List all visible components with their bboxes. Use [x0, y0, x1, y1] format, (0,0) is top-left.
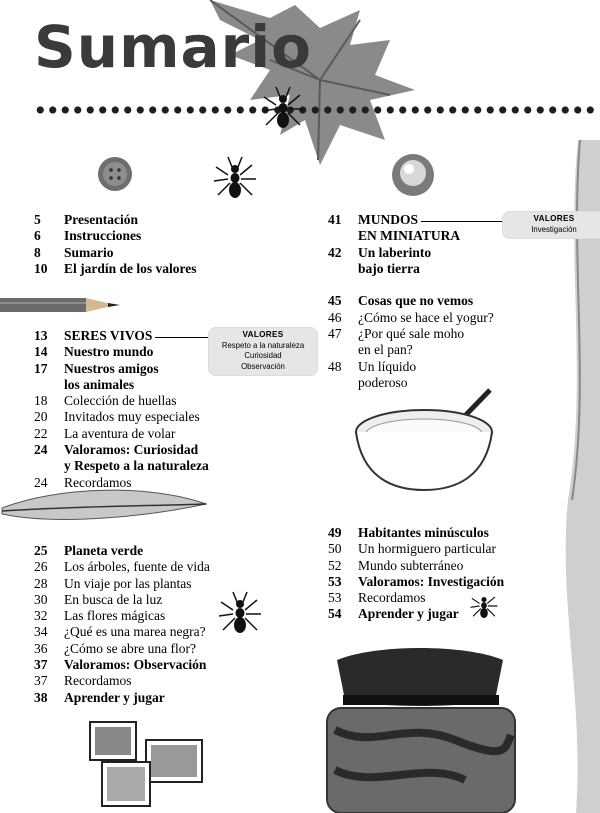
- toc-entry[interactable]: [34, 212, 234, 228]
- entry-title: Recordamos: [358, 590, 426, 606]
- page-number: 13: [34, 328, 48, 343]
- valores-item: Curiosidad: [244, 351, 282, 360]
- entry-title: y Respeto a la naturaleza: [64, 458, 209, 474]
- page-number: 17: [34, 360, 48, 376]
- toc-entry[interactable]: [328, 525, 538, 541]
- toc-entry[interactable]: [34, 592, 234, 608]
- page-number: 28: [34, 575, 48, 591]
- page-number: 20: [34, 409, 48, 425]
- toc-entry[interactable]: [328, 310, 508, 326]
- page-number: 24: [34, 442, 48, 458]
- page-number: 14: [34, 344, 48, 360]
- page-number: [328, 261, 358, 277]
- page-number: 36: [34, 640, 48, 656]
- toc-entry[interactable]: [34, 624, 234, 640]
- ant-icon: [210, 155, 260, 203]
- entry-title: ¿Cómo se abre una flor?: [64, 640, 196, 656]
- entry-title: Nuestros amigos: [64, 360, 159, 376]
- page-number: 45: [328, 293, 342, 309]
- page-number: 30: [34, 591, 48, 607]
- entry-title: Los árboles, fuente de vida: [64, 559, 210, 575]
- toc-entry[interactable]: [34, 458, 214, 474]
- page-number: 8: [34, 244, 41, 260]
- page-number: 37: [34, 657, 48, 673]
- page-number: 49: [328, 525, 342, 540]
- valores-box: [208, 327, 318, 376]
- toc-entry[interactable]: [328, 228, 508, 244]
- page-number: 5: [34, 212, 41, 227]
- entry-title: Invitados muy especiales: [64, 409, 200, 425]
- toc-entry[interactable]: [34, 361, 214, 377]
- page-number: 37: [34, 673, 48, 689]
- entry-title: los animales: [64, 376, 135, 392]
- toc-entry[interactable]: [34, 641, 234, 657]
- marble-icon: [390, 152, 436, 198]
- page-number: [328, 228, 358, 244]
- entry-title: Habitantes minúsculos: [358, 525, 489, 540]
- page-number: 10: [34, 260, 48, 276]
- toc-entry[interactable]: [34, 377, 214, 393]
- page-number: 54: [328, 606, 342, 622]
- toc-entry[interactable]: [34, 245, 234, 261]
- entry-title: SERES VIVOS: [64, 328, 153, 343]
- toc-entry[interactable]: [34, 690, 234, 706]
- entry-title: ¿Por qué sale moho: [358, 326, 465, 342]
- connector-line: [421, 221, 503, 222]
- toc-section-habitantes-minusculos: [328, 525, 538, 623]
- toc-entry[interactable]: [34, 576, 234, 592]
- toc-entry[interactable]: [34, 559, 234, 575]
- entry-title: Presentación: [64, 212, 138, 227]
- toc-entry[interactable]: [328, 590, 538, 606]
- entry-title: Valoramos: Observación: [64, 657, 207, 673]
- toc-entry[interactable]: [328, 261, 508, 277]
- toc-section-seres-vivos: [34, 328, 214, 491]
- feather-icon: [0, 486, 210, 536]
- page-number: 22: [34, 425, 48, 441]
- page-number: 38: [34, 689, 48, 705]
- entry-title: La aventura de volar: [64, 425, 176, 441]
- entry-title: Aprender y jugar: [358, 606, 459, 622]
- entry-title: Las flores mágicas: [64, 608, 166, 624]
- page-number: 52: [328, 557, 342, 573]
- entry-title: Un líquido: [358, 358, 417, 374]
- page-number: [328, 375, 358, 391]
- page-number: 47: [328, 326, 342, 342]
- entry-title: Colección de huellas: [64, 393, 177, 409]
- page-number: 6: [34, 228, 41, 244]
- page-number: 26: [34, 559, 48, 575]
- entry-title: ¿Qué es una marea negra?: [64, 624, 206, 640]
- page-number: 42: [328, 244, 342, 260]
- dotted-divider: [34, 105, 596, 115]
- entry-title: En busca de la luz: [64, 591, 163, 607]
- entry-title: Sumario: [64, 244, 114, 260]
- valores-item: Observación: [241, 361, 285, 371]
- toc-section-mundos-en-miniatura: [328, 212, 508, 391]
- entry-title: Aprender y jugar: [64, 689, 165, 705]
- toc-entry[interactable]: [328, 359, 508, 375]
- page-number: 53: [328, 590, 342, 606]
- toc-entry[interactable]: [34, 543, 234, 559]
- entry-title: Instrucciones: [64, 228, 142, 244]
- connector-line: [155, 337, 211, 338]
- button-icon: [96, 155, 134, 193]
- entry-title: El jardín de los valores: [64, 260, 197, 276]
- entry-title: Cosas que no vemos: [358, 293, 474, 309]
- toc-entry[interactable]: [34, 657, 234, 673]
- page-number: 50: [328, 541, 342, 557]
- toc-entry[interactable]: [328, 326, 508, 342]
- toc-entry[interactable]: [34, 261, 234, 277]
- entry-title: Mundo subterráneo: [358, 557, 464, 573]
- toc-entry[interactable]: [34, 442, 214, 458]
- entry-title: Planeta verde: [64, 543, 144, 558]
- pencil-icon: [0, 292, 122, 318]
- entry-title: Valoramos: Investigación: [358, 573, 505, 589]
- entry-title: Recordamos: [64, 673, 132, 689]
- toc-entry[interactable]: [34, 344, 214, 360]
- page-number: 32: [34, 608, 48, 624]
- toc-entry[interactable]: [328, 574, 538, 590]
- page-number: [328, 342, 358, 358]
- valores-heading: VALORES: [533, 214, 575, 223]
- page-number: 34: [34, 624, 48, 640]
- entry-title: Recordamos: [64, 474, 132, 490]
- entry-title: MUNDOS: [358, 212, 418, 227]
- toc-entry[interactable]: [328, 342, 508, 358]
- ant-icon: [258, 85, 308, 133]
- entry-title: Un hormiguero particular: [358, 541, 496, 557]
- toc-entry[interactable]: [328, 293, 508, 309]
- yogurt-bowl-icon: [352, 382, 500, 494]
- page-number: [34, 458, 64, 474]
- toc-entry[interactable]: [34, 673, 234, 689]
- toc-entry[interactable]: [328, 541, 538, 557]
- postcards-icon: [84, 718, 208, 810]
- valores-box: [502, 211, 600, 239]
- page-number: [34, 377, 64, 393]
- entry-title: Valoramos: Curiosidad: [64, 442, 199, 458]
- valores-item: Investigación: [531, 224, 577, 234]
- toc-entry[interactable]: [34, 228, 234, 244]
- entry-title: ¿Cómo se hace el yogur?: [358, 309, 494, 325]
- page-number: 53: [328, 573, 342, 589]
- toc-entry[interactable]: [328, 375, 508, 391]
- entry-title: Nuestro mundo: [64, 344, 154, 360]
- entry-title: Un viaje por las plantas: [64, 575, 192, 591]
- toc-entry[interactable]: [328, 606, 538, 622]
- toc-entry[interactable]: [34, 475, 214, 491]
- page-number: 48: [328, 358, 342, 374]
- toc-entry[interactable]: [34, 393, 214, 409]
- toc-entry[interactable]: [328, 245, 508, 261]
- entry-title: Un laberinto: [358, 244, 432, 260]
- page-number: 18: [34, 393, 48, 409]
- valores-item: Respeto a la naturaleza: [221, 340, 305, 350]
- entry-title: bajo tierra: [358, 260, 420, 276]
- page-number: 41: [328, 212, 342, 227]
- stream-icon: [548, 140, 600, 813]
- toc-entry[interactable]: [34, 426, 214, 442]
- page-number: 25: [34, 543, 48, 558]
- valores-heading: VALORES: [242, 330, 284, 339]
- toc-section-planeta-verde: [34, 543, 234, 706]
- jar-icon: [315, 640, 525, 813]
- page-number: 46: [328, 309, 342, 325]
- toc-entry[interactable]: [34, 409, 214, 425]
- page-number: 24: [34, 474, 48, 490]
- toc-entry[interactable]: [328, 558, 538, 574]
- page-title: Sumario: [34, 13, 312, 81]
- toc-section-intro: [34, 212, 234, 277]
- toc-entry[interactable]: [34, 608, 234, 624]
- entry-title: en el pan?: [358, 342, 413, 358]
- entry-title: EN MINIATURA: [358, 228, 461, 244]
- entry-title: poderoso: [358, 374, 408, 390]
